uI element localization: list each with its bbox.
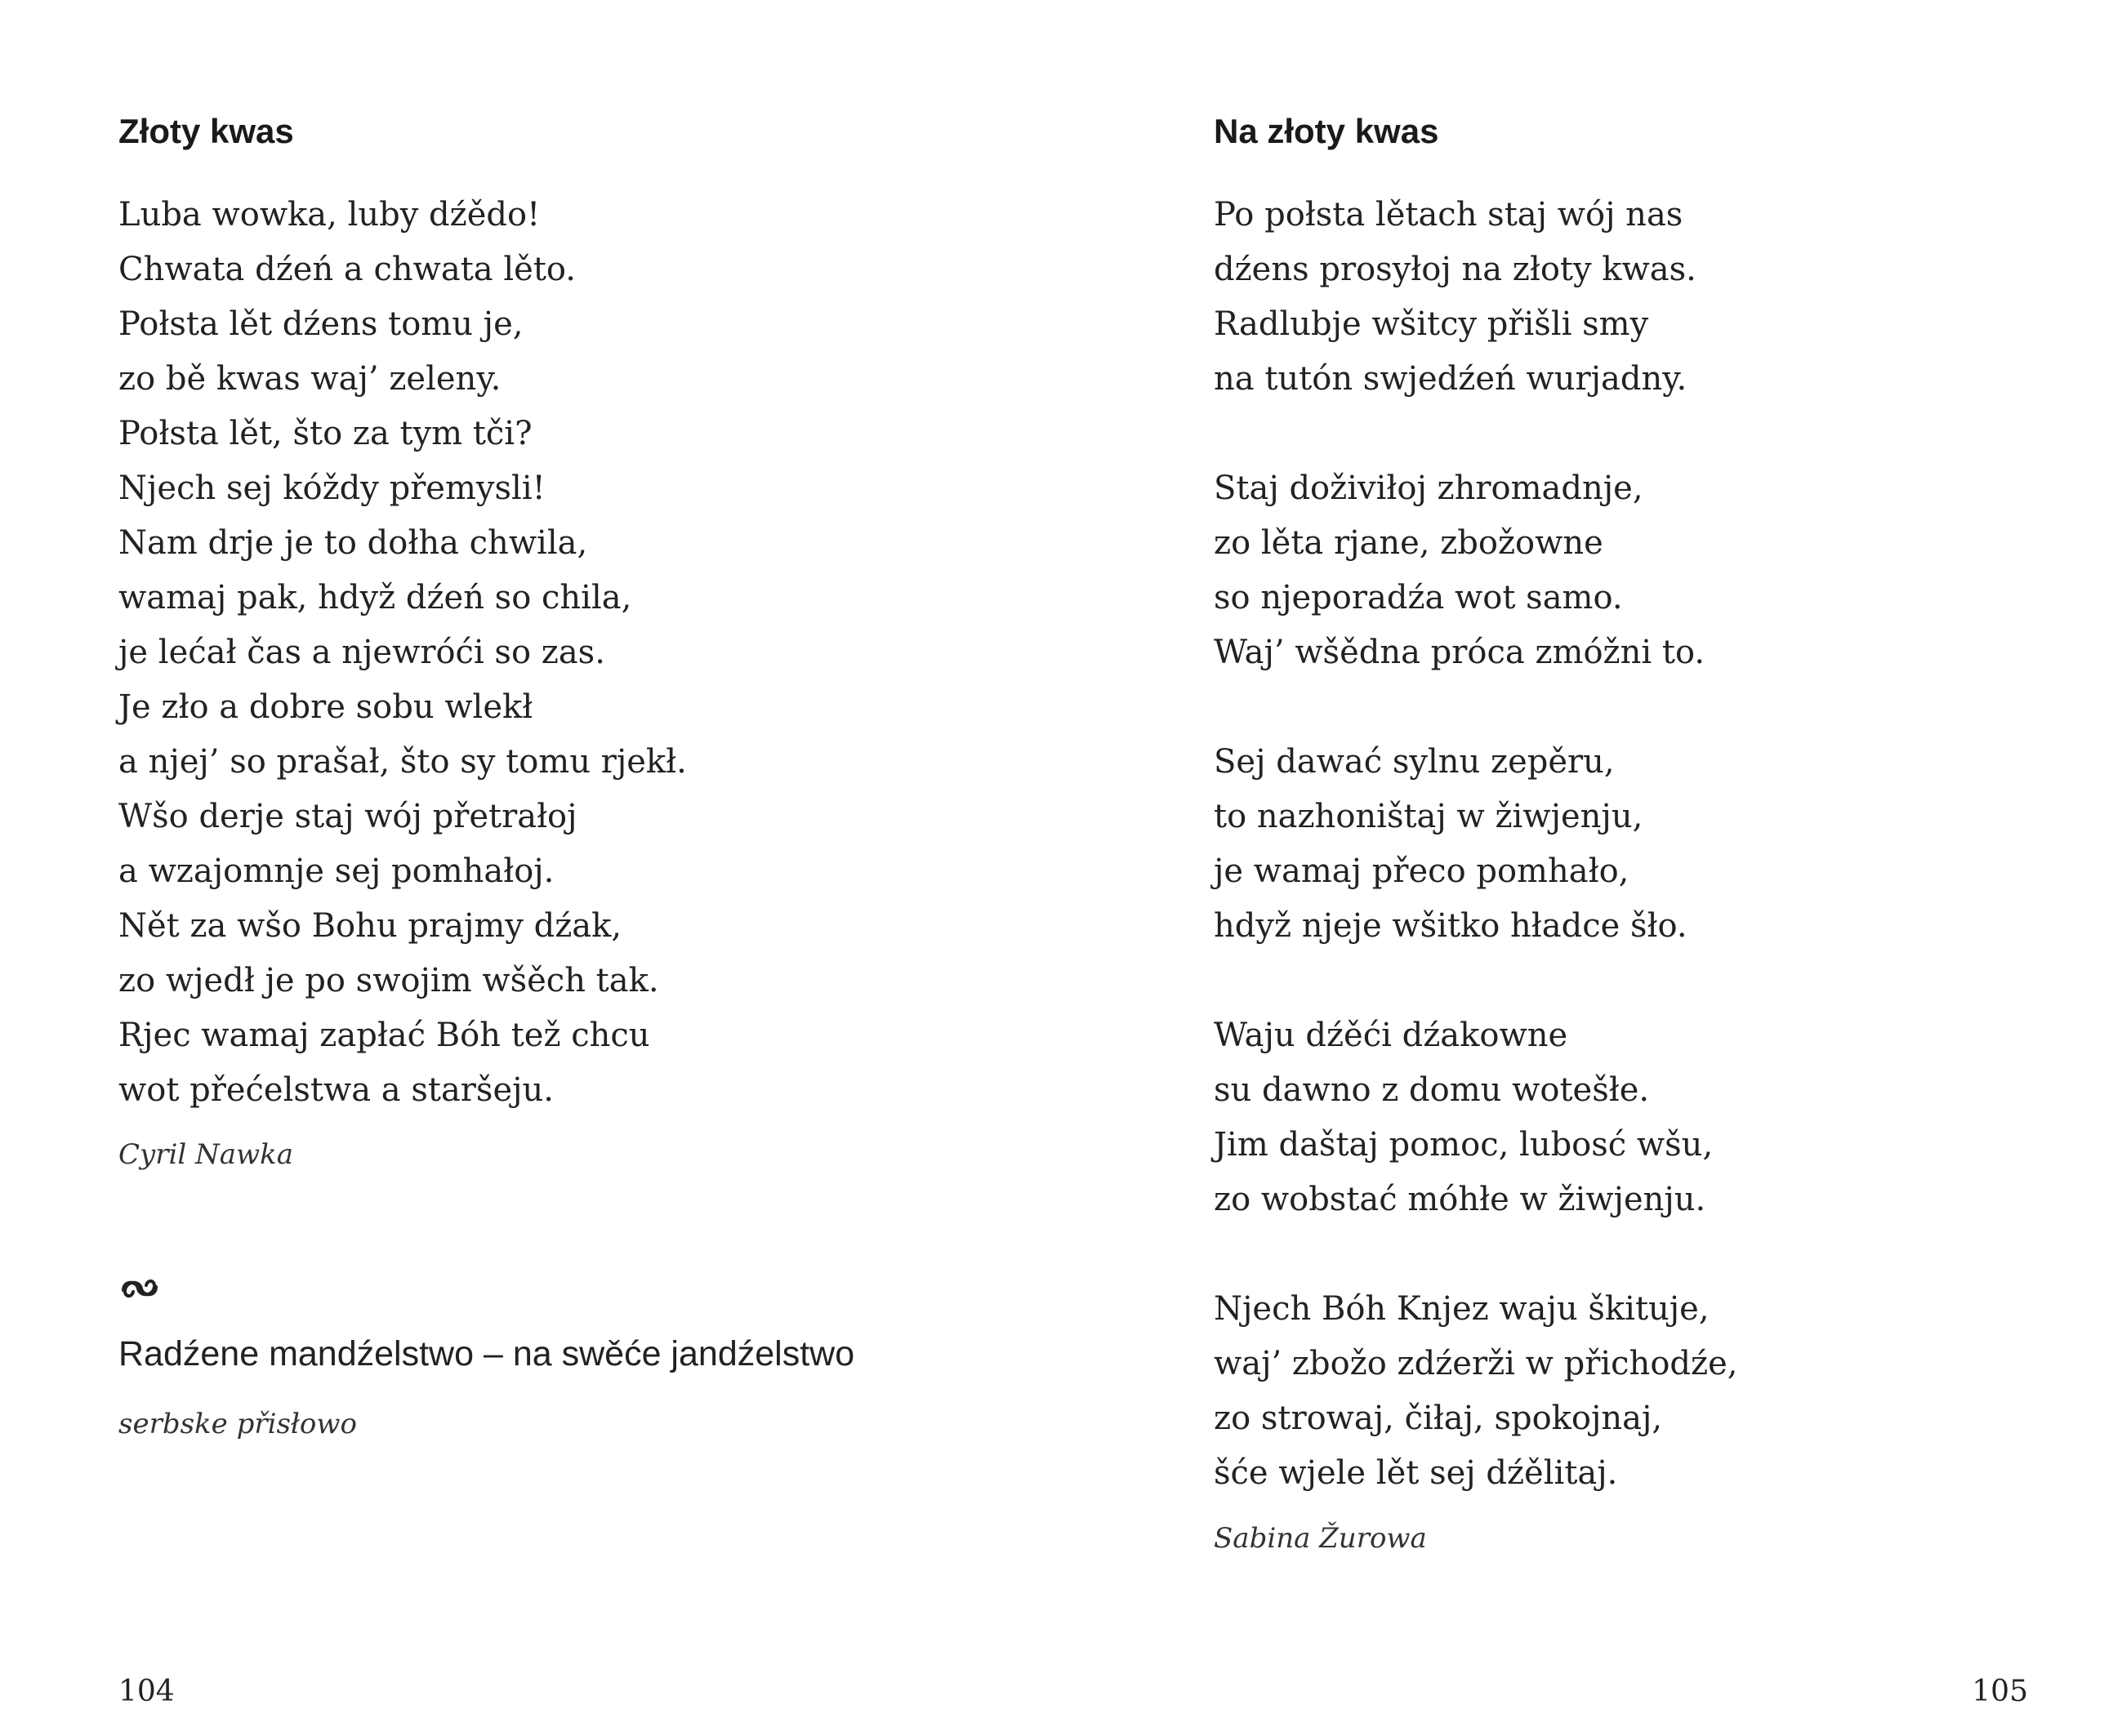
poem-line: je lećał čas a njewróći so zas.	[118, 634, 605, 671]
poem-line: Jim daštaj pomoc, lubosć wšu,	[1214, 1126, 1714, 1164]
poem-line: a njej’ so prašał, što sy tomu rjekł.	[118, 743, 687, 781]
poem-line: a wzajomnje sej pomhałoj.	[118, 852, 555, 890]
poem-line: Je zło a dobre sobu wlekł	[118, 688, 533, 726]
poem-line: je wamaj přeco pomhało,	[1214, 852, 1629, 890]
poem-line: Waju dźěći dźakowne	[1214, 1017, 1568, 1054]
poem-line: Połsta lět, što za tym tči?	[118, 415, 533, 452]
ornament-icon	[118, 1272, 161, 1305]
poem-author: Sabina Žurowa	[1214, 1522, 1427, 1555]
poem-line: Radlubje wšitcy přišli smy	[1214, 305, 1649, 343]
poem-title: Na złoty kwas	[1214, 112, 1439, 150]
poem-line: wamaj pak, hdyž dźeń so chila,	[118, 579, 632, 617]
page-number: 105	[1972, 1675, 2028, 1708]
poem-line: na tutón swjedźeń wurjadny.	[1214, 360, 1687, 398]
poem-line: su dawno z domu wotešłe.	[1214, 1071, 1650, 1109]
poem-line: Luba wowka, luby dźědo!	[118, 196, 541, 234]
poem-line: zo wjedł je po swojim wšěch tak.	[118, 962, 659, 999]
proverb-text: Radźene mandźelstwo – na swěće jandźelstwo	[118, 1334, 855, 1373]
poem-line: hdyž njeje wšitko hładce šło.	[1214, 907, 1687, 945]
poem-line: Waj’ wšědna próca zmóžni to.	[1214, 634, 1705, 671]
poem-line: Połsta lět dźens tomu je,	[118, 305, 524, 343]
right-page	[1061, 0, 2122, 1736]
poem-line: wot přećelstwa a staršeju.	[118, 1071, 554, 1109]
poem-line: zo lěta rjane, zbožowne	[1214, 524, 1603, 562]
poem-line: Nět za wšo Bohu prajmy dźak,	[118, 907, 622, 945]
proverb-source: serbske přisłowo	[118, 1408, 357, 1440]
poem-line: Po połsta lětach staj wój nas	[1214, 196, 1683, 234]
poem-line: Njech sej kóždy přemysli!	[118, 470, 546, 507]
poem-author: Cyril Nawka	[118, 1138, 294, 1171]
poem-line: waj’ zbožo zdźerži w přichodźe,	[1214, 1345, 1738, 1382]
poem-line: Staj doživiłoj zhromadnje,	[1214, 470, 1643, 507]
poem-line: šće wjele lět sej dźělitaj.	[1214, 1454, 1618, 1492]
page-number: 104	[118, 1675, 175, 1708]
poem-line: Wšo derje staj wój přetrałoj	[118, 798, 577, 835]
poem-line: Sej dawać sylnu zepěru,	[1214, 743, 1615, 781]
poem-line: to nazhoništaj w žiwjenju,	[1214, 798, 1643, 835]
poem-line: so njeporadźa wot samo.	[1214, 579, 1623, 617]
poem-line: Nam drje je to dołha chwila,	[118, 524, 588, 562]
poem-line: dźens prosyłoj na złoty kwas.	[1214, 251, 1696, 288]
poem-line: Rjec wamaj zapłać Bóh tež chcu	[118, 1017, 650, 1054]
poem-body	[1214, 188, 1737, 1501]
poem-line: zo wobstać móhłe w žiwjenju.	[1214, 1181, 1706, 1218]
poem-body	[118, 188, 687, 1118]
poem-line: Njech Bóh Knjez waju škituje,	[1214, 1290, 1710, 1328]
poem-line: Chwata dźeń a chwata lěto.	[118, 251, 576, 288]
poem-title: Złoty kwas	[118, 112, 294, 150]
poem-line: zo bě kwas waj’ zeleny.	[118, 360, 502, 398]
poem-line: zo strowaj, čiłaj, spokojnaj,	[1214, 1400, 1663, 1437]
